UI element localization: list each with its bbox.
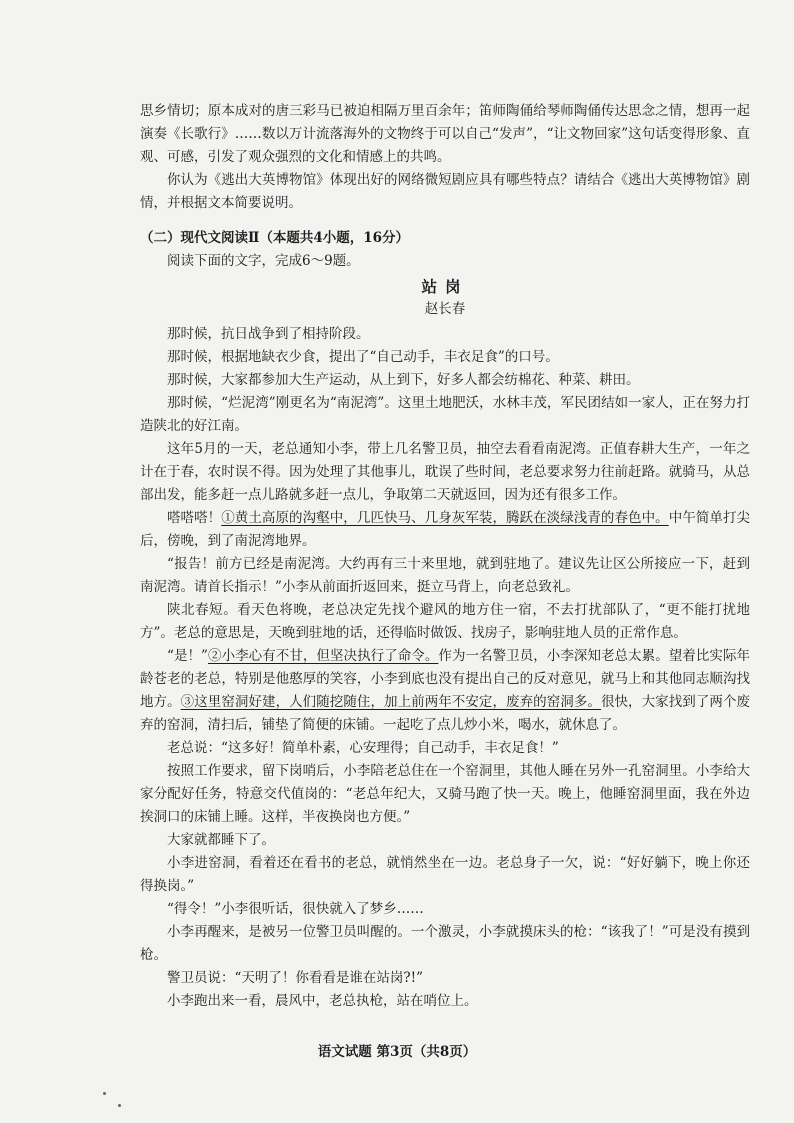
underlined-sentence-1: ①黄土高原的沟壑中，几匹快马、几身灰军装，腾跃在淡绿浅青的春色中。 — [221, 510, 669, 526]
article-paragraph: 那时候，抗日战争到了相持阶段。 — [167, 326, 370, 342]
article-paragraph: 小李再醒来，是被另一位警卫员叫醒的。一个激灵，小李就摸床头的枪：“该我了！”可是没有摸到枪。 — [140, 924, 750, 963]
article-paragraph: 陕北春短。看天色将晚，老总决定先找个避风的地方住一宿，不去打扰部队了，“更不能打扰地方”。老总的意思是，天晚到驻地的话，还得临时做饭、找房子，影响驻地人员的正常作息。 — [140, 602, 750, 641]
scan-speck — [103, 1092, 106, 1095]
article-title: 站岗 — [421, 277, 469, 296]
article-paragraph: “报告！前方已经是南泥湾。大约再有三十来里地，就到驻地了。建议先让区公所接应一下，赶到南泥湾。请首长指示！”小李从前面折返回来，挺立马背上，向老总致礼。 — [140, 556, 750, 595]
article-paragraph: “得令！”小李很听话，很快就入了梦乡…… — [167, 901, 424, 917]
article-paragraph — [140, 507, 750, 553]
paragraph-text: 很快，大家找到了两个废弃的窑洞，清扫后，铺垫了简便的床铺。一起吃了点儿炒小米，喝水，就休息了。 — [140, 694, 751, 733]
question-5: 你认为《逃出大英博物馆》体现出好的网络微短剧应具有哪些特点？请结合《逃出大英博物馆》剧情，并根据文本简要说明。 — [140, 172, 750, 211]
article-paragraph: 小李进窑洞，看着还在看书的老总，就悄然坐在一边。老总身子一欠，说：“好好躺下，晚上你还得换岗。” — [140, 855, 750, 894]
scan-speck — [118, 1104, 121, 1107]
paragraph-text: “是！” — [167, 648, 208, 664]
article-paragraph: 老总说：“这多好！简单朴素，心安理得；自己动手，丰衣足食！” — [167, 740, 559, 756]
paragraph-text: 中午简单打尖后，傍晚，到了南泥湾地界。 — [140, 510, 751, 549]
article-paragraph: 警卫员说：“天明了！你看看是谁在站岗?!” — [167, 970, 423, 986]
article-paragraph — [140, 645, 750, 737]
prev-paragraph: 思乡情切；原本成对的唐三彩马已被迫相隔万里百余年；笛师陶俑给琴师陶俑传达思念之情，想再一起演奏《长歌行》……数以万计流落海外的文物终于可以自己“发声”，“让文物回家”这句话变得形象、直观、可感，引发了观众强烈的文化和情感上的共鸣。 — [140, 103, 750, 165]
paragraph-text: 作为一名警卫员，小李深知老总太累。望着比实际年龄苍老的老总，特别是他憨厚的笑容，小李到底也没有提出自己的反对意见，就马上和其他同志顺沟找地方。 — [140, 648, 751, 710]
page-content — [140, 100, 750, 1013]
page-footer: 语文试题 第3页（共8页） — [317, 1044, 477, 1060]
section-heading: （二）现代文阅读Ⅱ（本题共4小题，16分） — [140, 230, 410, 246]
article-paragraph: 这年5月的一天，老总通知小李，带上几名警卫员，抽空去看看南泥湾。正值春耕大生产，一年之计在于春，农时误不得。因为处理了其他事儿，耽误了些时间，老总要求努力往前赶路。就骑马，从总部出发，能多赶一点儿路就多赶一点儿，争取第二天就返回，因为还有很多工作。 — [140, 441, 750, 503]
article-author: 赵长春 — [424, 301, 466, 317]
article-paragraph: 大家就都睡下了。 — [167, 832, 275, 848]
article-paragraph: 按照工作要求，留下岗哨后，小李陪老总住在一个窑洞里，其他人睡在另外一孔窑洞里。小李给大家分配好任务，特意交代值岗的：“老总年纪大，又骑马跑了快一天。晚上，他睡窑洞里面，我在外边挨洞口的床铺上睡。这样，半夜换岗也方便。” — [140, 763, 750, 825]
underlined-sentence-2: ②小李心有不甘，但坚决执行了命令。 — [207, 648, 439, 664]
underlined-sentence-3: ③这里窑洞好建，人们随挖随住，加上前两年不安定，废弃的窑洞多。 — [180, 694, 601, 710]
article-paragraph: 那时候，根据地缺衣少食，提出了“自己动手，丰衣足食”的口号。 — [167, 349, 559, 365]
article-paragraph: 那时候，“烂泥湾”刚更名为“南泥湾”。这里土地肥沃，水林丰茂，军民团结如一家人，正在努力打造陕北的好江南。 — [140, 395, 750, 434]
sound-text: 嗒嗒嗒！ — [167, 510, 222, 526]
article-paragraph: 小李跑出来一看，晨风中，老总执枪，站在哨位上。 — [167, 993, 478, 1009]
section-instruction: 阅读下面的文字，完成6～9题。 — [167, 253, 360, 269]
article-paragraph: 那时候，大家都参加大生产运动，从上到下，好多人都会纺棉花、种菜、耕田。 — [167, 372, 640, 388]
